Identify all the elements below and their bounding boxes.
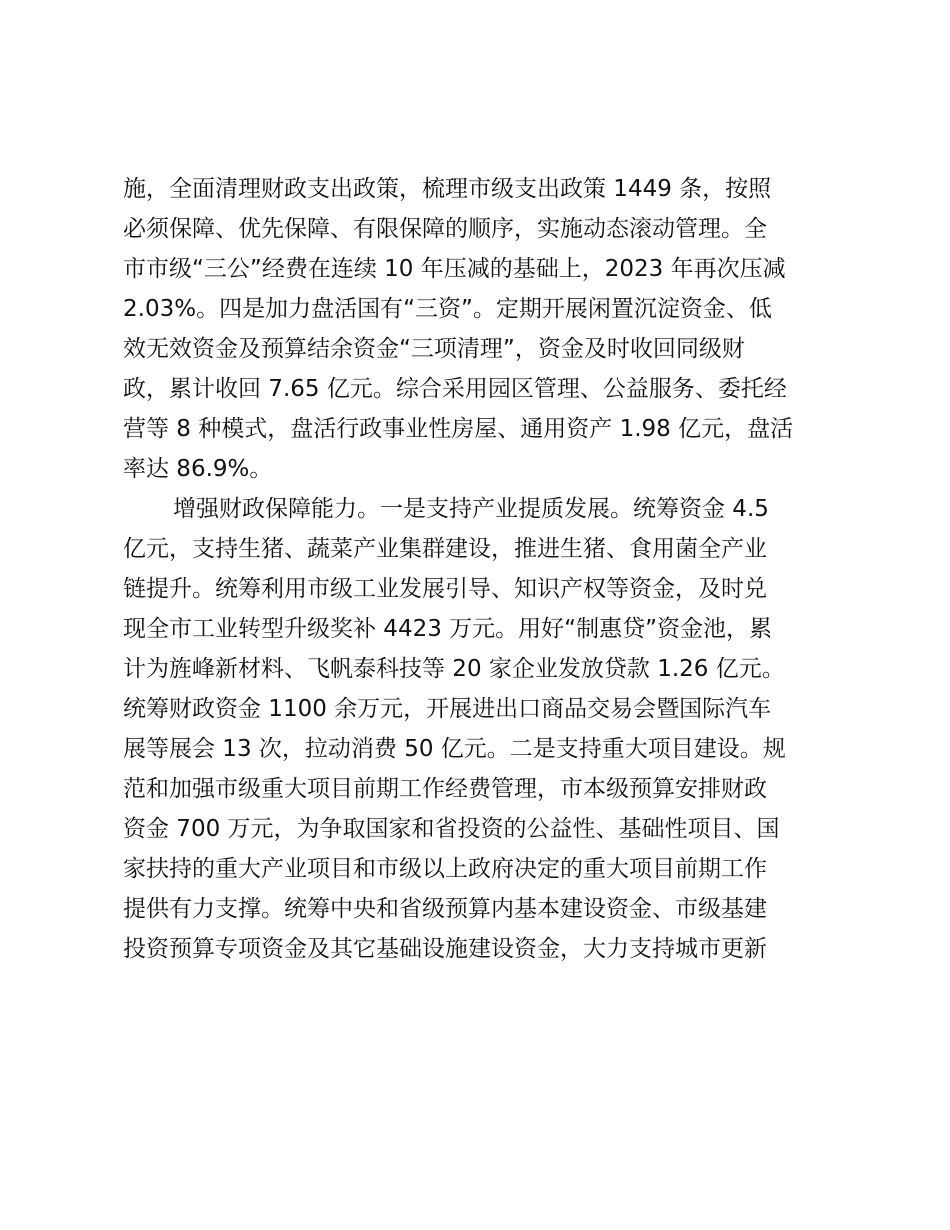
text-line: 现全市工业转型升级奖补 4423 万元。用好“制惠贷”资金池，累 [123, 616, 772, 642]
text-line: 链提升。统筹利用市级工业发展引导、知识产权等资金，及时兑 [123, 576, 767, 602]
paragraph-1 [123, 169, 843, 489]
text-line: 计为旌峰新材料、飞帆泰科技等 20 家企业发放贷款 1.26 亿元。 [123, 656, 785, 682]
text-line: 市市级“三公”经费在连续 10 年压减的基础上，2023 年再次压减 [123, 256, 786, 282]
text-line: 提供有力支撑。统筹中央和省级预算内基本建设资金、市级基建 [123, 896, 767, 922]
text-line: 家扶持的重大产业项目和市级以上政府决定的重大项目前期工作 [123, 856, 767, 882]
text-line: 范和加强市级重大项目前期工作经费管理，市本级预算安排财政 [123, 776, 767, 802]
text-line: 资金 700 万元，为争取国家和省投资的公益性、基础性项目、国 [123, 816, 780, 842]
document-body [123, 169, 843, 969]
text-line: 2.03%。四是加力盘活国有“三资”。定期开展闲置沉淀资金、低 [123, 296, 772, 322]
text-line: 政，累计收回 7.65 亿元。综合采用园区管理、公益服务、委托经 [123, 376, 787, 402]
text-line: 施，全面清理财政支出政策，梳理市级支出政策 1449 条，按照 [123, 176, 772, 202]
text-line: 效无效资金及预算结余资金“三项清理”，资金及时收回同级财 [123, 336, 745, 362]
text-line: 营等 8 种模式，盘活行政事业性房屋、通用资产 1.98 亿元，盘活 [123, 416, 794, 442]
text-line: 展等展会 13 次，拉动消费 50 亿元。二是支持重大项目建设。规 [123, 736, 786, 762]
text-line: 统筹财政资金 1100 余万元，开展进出口商品交易会暨国际汽车 [123, 696, 772, 722]
text-line: 亿元，支持生猪、蔬菜产业集群建设，推进生猪、食用菌全产业 [123, 536, 767, 562]
text-line-first: 增强财政保障能力。一是支持产业提质发展。统筹资金 4.5 [173, 496, 769, 522]
text-line: 投资预算专项资金及其它基础设施建设资金，大力支持城市更新 [123, 936, 767, 962]
paragraph-2 [123, 489, 843, 969]
text-line: 必须保障、优先保障、有限保障的顺序，实施动态滚动管理。全 [123, 216, 767, 242]
text-line: 率达 86.9%。 [123, 456, 273, 482]
